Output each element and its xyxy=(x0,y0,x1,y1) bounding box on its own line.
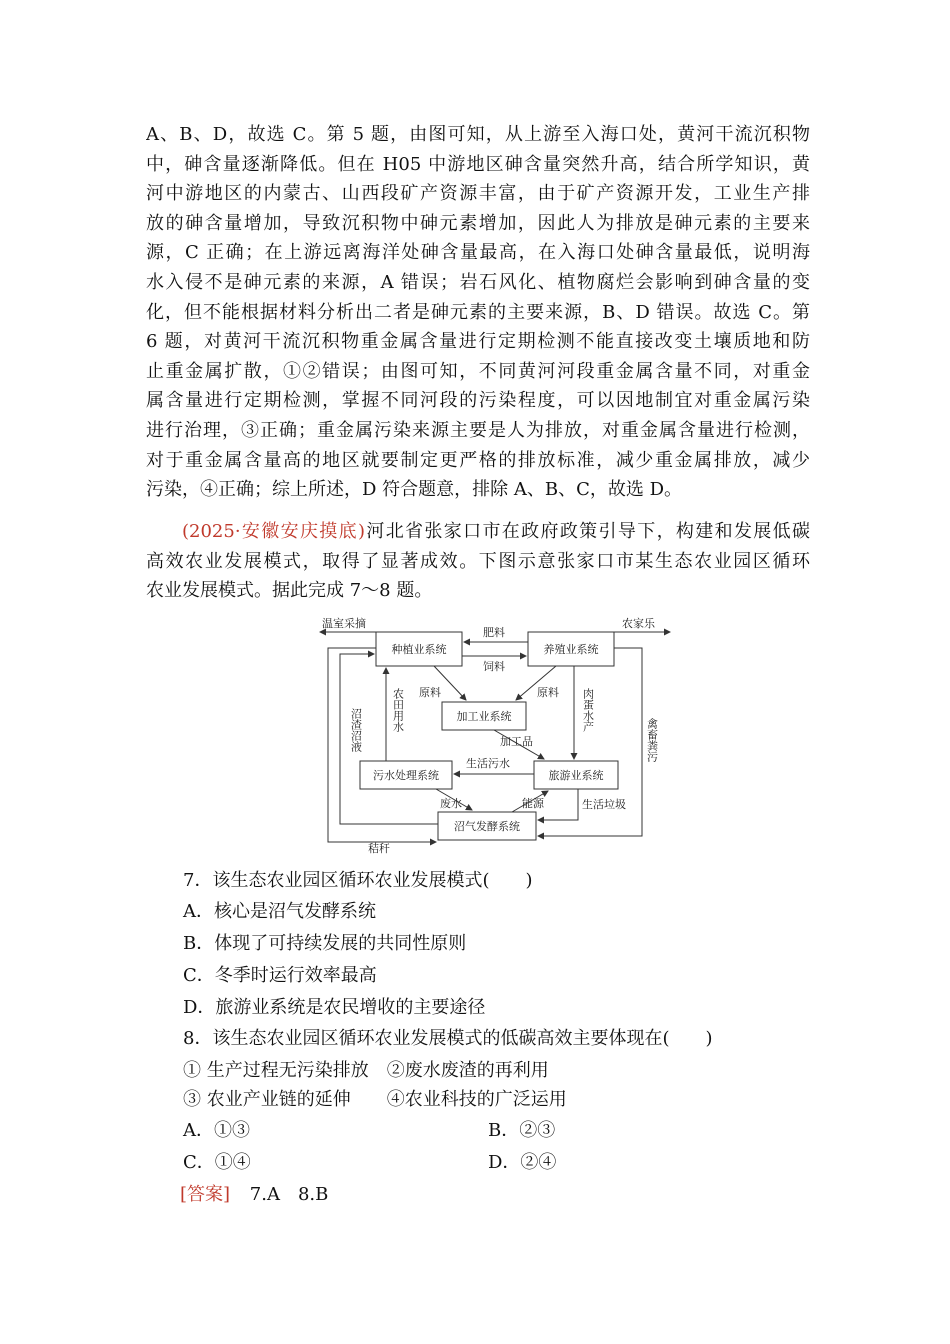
q8-option-b: B．②③ xyxy=(488,1120,556,1141)
meat-products-label: 肉蛋水产 xyxy=(581,688,595,732)
explanation-line: 河中游地区的内蒙古、山西段矿产资源丰富，由于矿产资源开发，工业生产排 xyxy=(146,183,810,205)
tourism-label: 旅游业系统 xyxy=(548,769,604,782)
explanation-line: 属含量进行定期检测，掌握不同河段的污染程度，可以因地制宜对重金属污染 xyxy=(146,390,810,412)
explanation-line: 源，C 正确；在上游远离海洋处砷含量最高，在入海口处砷含量最低，说明海 xyxy=(146,242,810,264)
explanation-line: 水入侵不是砷元素的来源，A 错误；岩石风化、植物腐烂会影响到砷含量的变 xyxy=(146,271,810,293)
fertilizer-label: 肥料 xyxy=(483,626,505,639)
q8-items-line-1: ① 生产过程无污染排放 ②废水废渣的再利用 xyxy=(183,1060,549,1081)
q8-option-c: C．①④ xyxy=(183,1152,251,1173)
q8-items-line-2: ③ 农业产业链的延伸 ④农业科技的广泛运用 xyxy=(183,1089,567,1110)
intro-line-2: 高效农业发展模式，取得了显著成效。下图示意张家口市某生态农业园区循环 xyxy=(146,550,810,572)
intro-line-1 xyxy=(146,517,810,547)
explanation-line: 中，砷含量逐渐降低。但在 H05 中游地区砷含量突然升高，结合所学知识，黄 xyxy=(146,153,810,175)
q7-option-b: B．体现了可持续发展的共同性原则 xyxy=(183,933,467,954)
processed-goods-label: 加工品 xyxy=(500,735,533,748)
explanation-line: 对于重金属含量高的地区就要制定更严格的排放标准，减少重金属排放，减少 xyxy=(146,449,810,471)
sewage-label: 污水处理系统 xyxy=(373,769,439,782)
answer-tag: [答案] xyxy=(180,1184,231,1205)
intro-line-3: 农业发展模式。据此完成 7～8 题。 xyxy=(146,580,433,602)
explanation-line: 放的砷含量增加，导致沉积物中砷元素增加，因此人为排放是砷元素的主要来 xyxy=(146,212,810,234)
breeding-label: 养殖业系统 xyxy=(543,643,599,656)
raw-material-label-2: 原料 xyxy=(537,686,559,699)
greenhouse-label: 温室采摘 xyxy=(322,617,366,630)
explanation-line: 进行治理，③正确；重金属污染来源主要是人为排放，对重金属含量进行检测， xyxy=(146,419,810,441)
q7-option-a: A．核心是沼气发酵系统 xyxy=(183,901,376,922)
raw-material-label-1: 原料 xyxy=(419,686,441,699)
explanation-line: A、B、D，故选 C。第 5 题，由图可知，从上游至入海口处，黄河干流沉积物 xyxy=(146,124,810,145)
intro-text: 河北省张家口市在政府政策引导下，构建和发展低碳 xyxy=(365,521,810,542)
q7-option-c: C．冬季时运行效率最高 xyxy=(183,965,377,986)
explanation-line: 6 题，对黄河干流沉积物重金属含量进行定期检测不能直接改变土壤质地和防 xyxy=(146,331,810,353)
irrigation-label: 农田用水 xyxy=(391,688,405,732)
garbage-label: 生活垃圾 xyxy=(582,798,626,811)
circular-agriculture-diagram xyxy=(316,614,676,854)
waste-water-label: 废水 xyxy=(440,797,462,810)
answer-line xyxy=(180,1180,328,1206)
energy-label: 能源 xyxy=(522,797,544,810)
explanation-line: 污染，④正确；综上所述，D 符合题意，排除 A、B、C，故选 D。 xyxy=(146,479,683,501)
q8-option-d: D．②④ xyxy=(488,1152,557,1173)
processing-label: 加工业系统 xyxy=(456,710,512,723)
feed-label: 饲料 xyxy=(483,660,505,673)
question-8-stem: 8．该生态农业园区循环农业发展模式的低碳高效主要体现在( ) xyxy=(183,1028,713,1049)
biogas-label: 沼气发酵系统 xyxy=(454,820,520,833)
residue-label: 沼渣沼液 xyxy=(349,708,363,752)
question-intro xyxy=(146,517,810,606)
source-tag: (2025·安徽安庆摸底) xyxy=(182,521,366,542)
explanation-line: 化，但不能根据材料分析出二者是砷元素的主要来源，B、D 错误。故选 C。第 xyxy=(146,301,810,323)
q8-option-a: A．①③ xyxy=(183,1120,250,1141)
question-7-stem: 7．该生态农业园区循环农业发展模式( ) xyxy=(183,870,533,891)
straw-label: 秸秆 xyxy=(368,842,390,854)
q7-option-d: D．旅游业系统是农民增收的主要途径 xyxy=(183,997,486,1018)
explanation-line: 止重金属扩散，①②错误；由图可知，不同黄河河段重金属含量不同，对重金 xyxy=(146,360,810,382)
farmhouse-label: 农家乐 xyxy=(622,617,655,630)
manure-label: 禽畜粪污 xyxy=(645,718,659,762)
answer-text: 7.A 8.B xyxy=(249,1184,329,1205)
explanation-paragraph xyxy=(146,120,810,505)
planting-label: 种植业系统 xyxy=(391,643,447,656)
domestic-sewage-label: 生活污水 xyxy=(466,757,510,770)
